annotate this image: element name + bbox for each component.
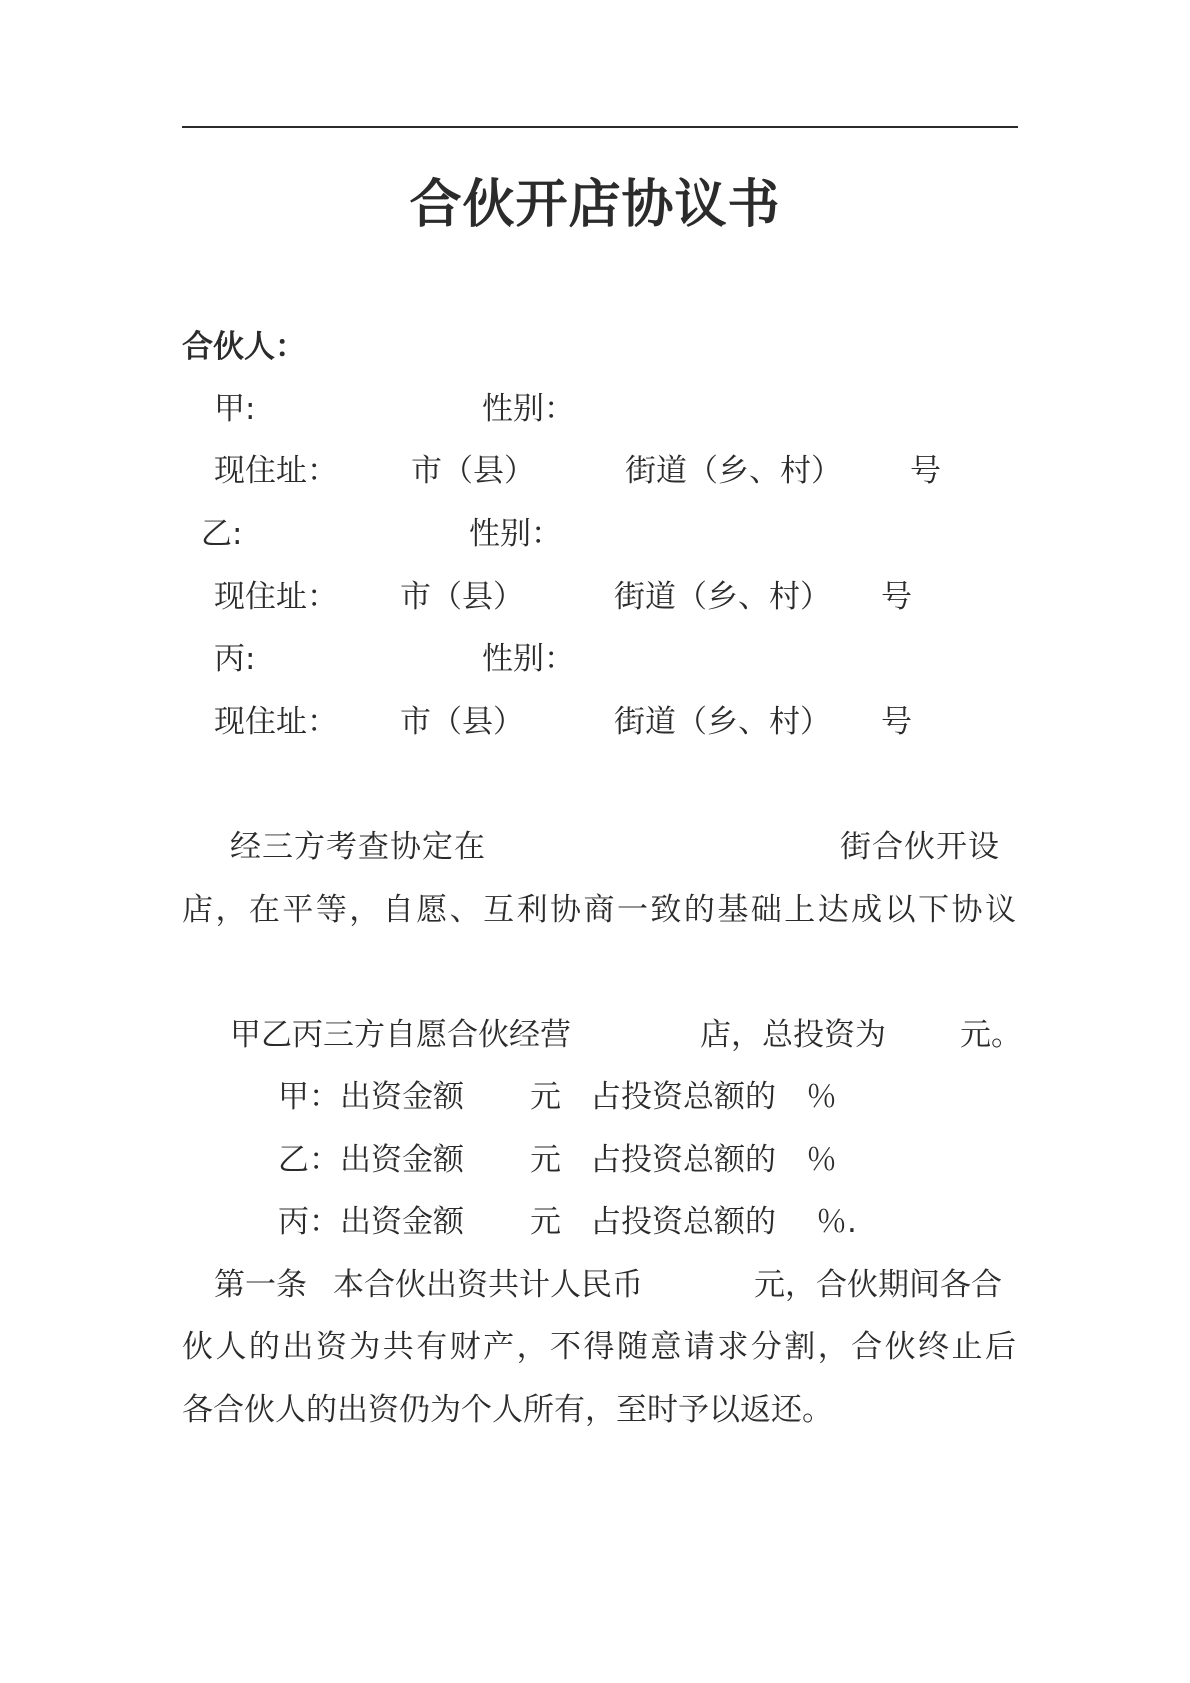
intro-line1-left: 经三方考查协定在 [230, 829, 486, 865]
partners-heading: 合伙人： [182, 329, 306, 365]
party-b-city: 市（县） [400, 579, 524, 615]
party-c-label: 丙: [214, 641, 256, 677]
party-c-number: 号 [881, 704, 912, 740]
party-c-address-label: 现住址： [214, 704, 338, 740]
article1-line3: 各合伙人的出资仍为个人所有，至时予以返还。 [182, 1392, 833, 1428]
party-a-street: 街道（乡、村） [625, 453, 842, 489]
investment-row-a-share: 占投资总额的 [590, 1079, 776, 1115]
investment-row-c-share: 占投资总额的 [590, 1204, 776, 1240]
investment-row-b-yuan: 元 [530, 1142, 561, 1178]
investment-unit: 元。 [960, 1017, 1022, 1053]
party-c-city: 市（县） [400, 704, 524, 740]
party-b-number: 号 [881, 579, 912, 615]
investment-row-a-yuan: 元 [530, 1079, 561, 1115]
party-a-number: 号 [910, 453, 941, 489]
investment-lead: 甲乙丙三方自愿合伙经营 [230, 1017, 571, 1053]
party-a-city: 市（县） [411, 453, 535, 489]
investment-row-c-who: 丙：出资金额 [278, 1204, 464, 1240]
investment-row-b-who: 乙：出资金额 [278, 1142, 464, 1178]
intro-line2: 店，在平等，自愿、互利协商一致的基础上达成以下协议 [182, 892, 1016, 928]
investment-row-b-pct: ％ [806, 1142, 837, 1178]
top-rule [182, 126, 1018, 128]
article1-line2: 伙人的出资为共有财产，不得随意请求分割，合伙终止后 [182, 1329, 1016, 1365]
party-a-gender-label: 性别： [482, 391, 575, 427]
investment-row-a-pct: ％ [806, 1079, 837, 1115]
party-b-label: 乙: [201, 516, 243, 552]
party-c-street: 街道（乡、村） [614, 704, 831, 740]
article1-text-a: 本合伙出资共计人民币 [333, 1267, 643, 1303]
party-a-address-label: 现住址： [214, 453, 338, 489]
article1-label: 第一条 [214, 1267, 307, 1303]
investment-row-a-who: 甲：出资金额 [278, 1079, 464, 1115]
intro-line1-right: 街合伙开设 [840, 829, 1000, 865]
investment-row-c-pct: ％. [816, 1204, 857, 1240]
party-b-gender-label: 性别： [469, 516, 562, 552]
party-c-gender-label: 性别： [482, 641, 575, 677]
party-a-label: 甲: [214, 391, 256, 427]
party-b-address-label: 现住址： [214, 579, 338, 615]
document-title: 合伙开店协议书 [409, 175, 781, 235]
investment-row-c-yuan: 元 [530, 1204, 561, 1240]
article1-text-b: 元，合伙期间各合 [754, 1267, 1002, 1303]
investment-shop: 店，总投资为 [700, 1017, 886, 1053]
investment-row-b-share: 占投资总额的 [590, 1142, 776, 1178]
party-b-street: 街道（乡、村） [614, 579, 831, 615]
